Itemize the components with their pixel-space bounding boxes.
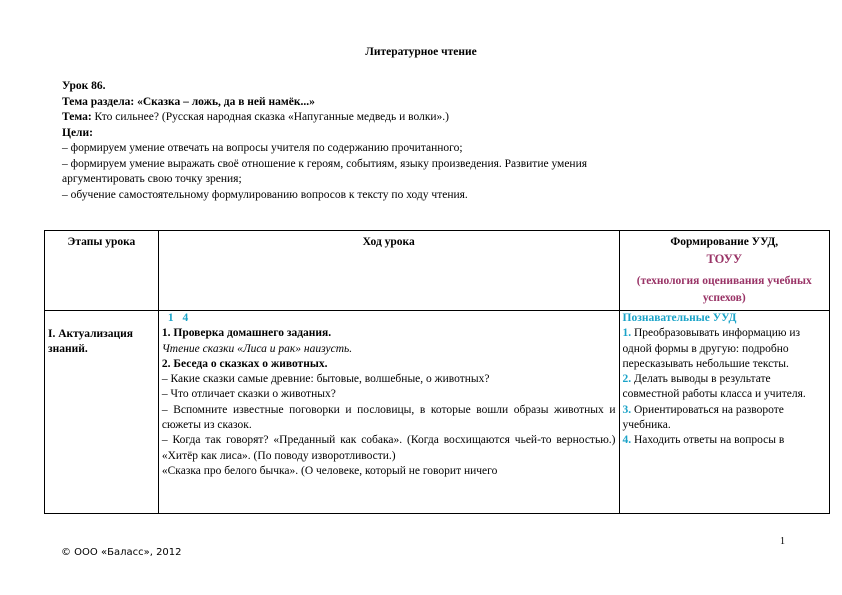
- section-label: Тема раздела:: [62, 95, 135, 108]
- uud-item: [623, 433, 827, 448]
- goals-label: Цели:: [62, 126, 93, 139]
- topic-label: Тема:: [62, 111, 92, 123]
- homework-text: Чтение сказки «Лиса и рак» наизусть.: [161, 342, 353, 355]
- header-touu-full: (технология оценивания учебных успехов): [636, 274, 812, 304]
- course-cell: [158, 311, 619, 514]
- uud-item-num: 2.: [622, 373, 632, 386]
- section-line: [62, 95, 722, 111]
- header-course: Ход урока: [158, 231, 619, 311]
- table-row: [45, 311, 830, 514]
- uud-item-num: 1.: [622, 327, 632, 340]
- header-touu: ТОУУ: [706, 252, 743, 267]
- goal-item: аргументировать свою точку зрения;: [62, 173, 242, 185]
- talk-heading: 2. Беседа о сказках о животных.: [161, 357, 328, 370]
- question-item: – Вспомните известные поговорки и пословицы, в которые вошли образы животных и сюжеты из сказок.: [161, 403, 616, 432]
- copyright-footer: © ООО «Баласс», 2012: [61, 547, 182, 558]
- stage-cell: I. Актуализация знаний.: [45, 311, 159, 514]
- uud-cell: [619, 311, 830, 514]
- uud-item: [623, 372, 827, 403]
- lesson-table: [44, 230, 830, 514]
- uud-heading: Познавательные УУД: [622, 312, 737, 324]
- uud-item-num: 4.: [622, 434, 632, 447]
- topic-line: [62, 110, 722, 126]
- question-item: – Что отличает сказки о животных?: [161, 388, 336, 401]
- table-header-row: [45, 231, 830, 311]
- uud-item-text: Делать выводы в результате совместной работы класса и учителя.: [622, 373, 806, 401]
- goal-item: – формируем умение отвечать на вопросы учителя по содержанию прочитанного;: [62, 142, 463, 154]
- uud-item-text: Ориентироваться на развороте учебника.: [622, 403, 784, 432]
- uud-item: [623, 403, 827, 434]
- lesson-header: [62, 79, 722, 203]
- header-uud: [619, 231, 830, 311]
- uud-item: [623, 326, 827, 372]
- section-value: «Сказка – ложь, да в ней намёк...»: [137, 95, 315, 108]
- document-title: Литературное чтение: [365, 46, 477, 58]
- question-item: – Какие сказки самые древние: бытовые, волшебные, о животных?: [161, 373, 490, 386]
- header-uud-label: Формирование УУД,: [670, 236, 779, 248]
- uud-item-text: Находить ответы на вопросы в: [634, 434, 785, 447]
- lesson-number: Урок 86.: [62, 80, 106, 92]
- page-number: 1: [780, 536, 785, 547]
- uud-item-num: 3.: [622, 403, 632, 416]
- uud-item-text: Преобразовывать информацию из одной формы в другую: подробно пересказывать небольшие тексты.: [622, 327, 801, 370]
- header-stages: Этапы урока: [45, 231, 159, 311]
- page-numbers: 1 4: [167, 312, 189, 324]
- question-item: «Сказка про белого бычка». (О человеке, который не говорит ничего: [161, 464, 498, 477]
- goal-item: – формируем умение выражать своё отношение к героям, событиям, языку произведения. Развитие умения: [62, 157, 588, 170]
- goal-item: – обучение самостоятельному формулированию вопросов к тексту по ходу чтения.: [62, 188, 468, 201]
- topic-value: Кто сильнее? (Русская народная сказка «Напуганные медведь и волки».): [94, 111, 450, 123]
- homework-heading: 1. Проверка домашнего задания.: [161, 327, 332, 340]
- question-item: – Когда так говорят? «Преданный как собака». (Когда восхищаются чьей-то верностью.) «Хитёр как лиса». (По поводу изворотливости.): [161, 434, 616, 462]
